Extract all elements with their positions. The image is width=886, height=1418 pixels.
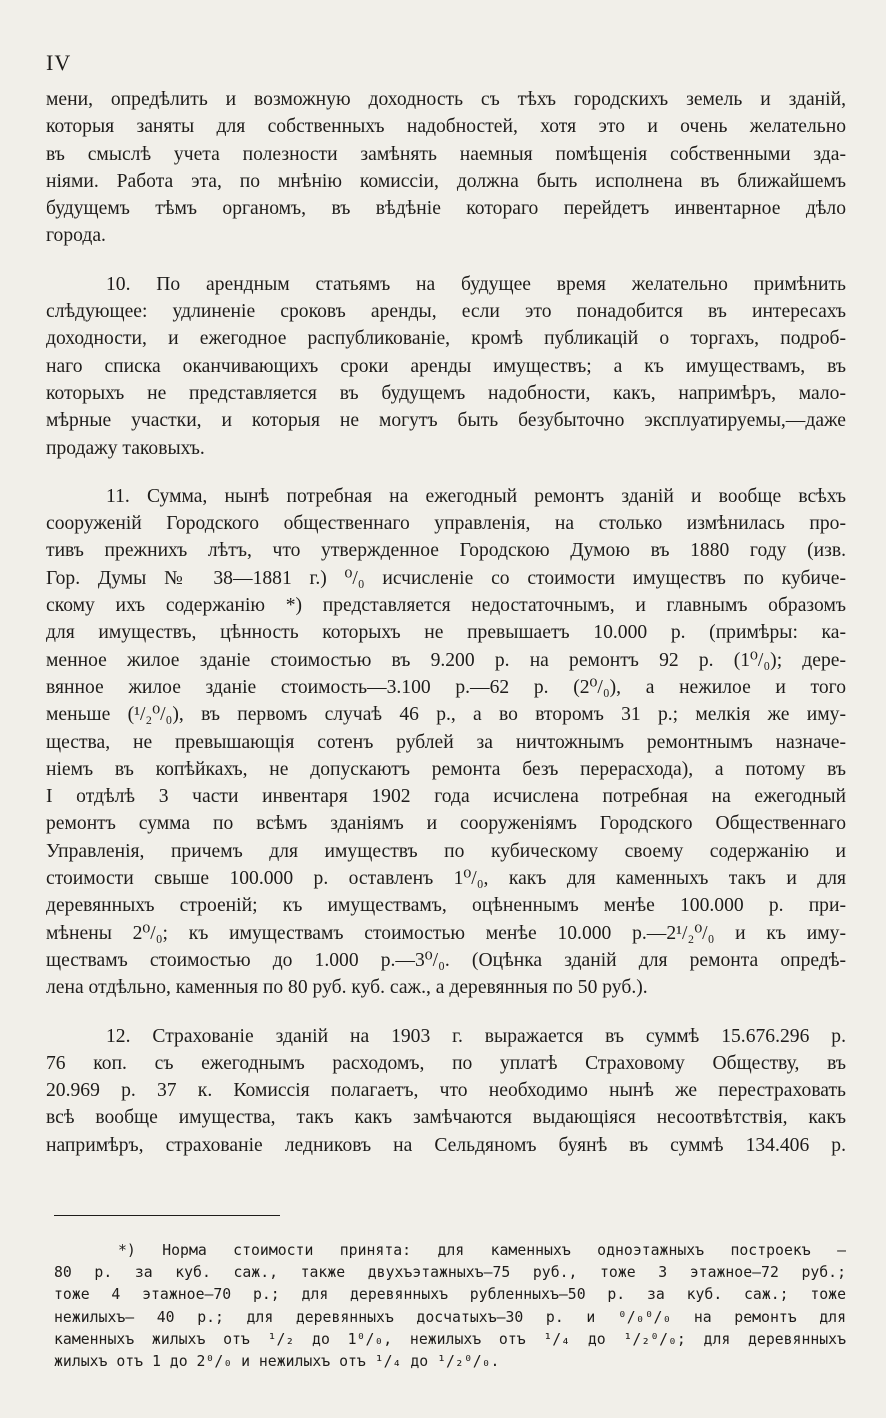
text-line: продажу таковыхъ. — [46, 437, 205, 459]
text-line: I отдѣлѣ 3 части инвентаря 1902 года исчислена потребная на ежегодный — [46, 786, 846, 808]
text-line: доходности, и ежегодное распубликованіе, кромѣ публикацій о торгахъ, подроб- — [46, 328, 846, 350]
text-line: деревянныхъ строеній; къ имуществамъ, оцѣненнымъ менѣе 100.000 р. при- — [46, 895, 846, 917]
footnote-divider — [54, 1215, 280, 1216]
text-line: 76 коп. съ ежегоднымъ расходомъ, по уплатѣ Страховому Обществу, въ — [46, 1052, 846, 1074]
text-line: Гор. Думы № 38—1881 г.) ⁰/₀ исчисленіе со стоимости имуществъ по кубиче- — [46, 567, 846, 589]
footnote-line: тоже 4 этажное—70 р.; для деревянныхъ рубленныхъ—50 р. за куб. саж.; тоже — [54, 1286, 846, 1304]
text-line: наго списка оканчивающихъ сроки аренды имуществъ; а къ имуществамъ, въ — [46, 355, 846, 377]
paragraph-12 — [46, 1023, 846, 1159]
page-number: IV — [46, 50, 72, 75]
text-line: ществамъ стоимостью до 1.000 р.—3⁰/₀. (Оцѣнка зданій для ремонта опредѣ- — [46, 949, 846, 971]
text-line: которыя заняты для собственныхъ надобностей, хотя это и очень желательно — [46, 116, 846, 138]
text-line: Управленія, причемъ для имуществъ по кубическому своему содержанію и — [46, 840, 846, 862]
text-line: мѣнены 2⁰/₀; къ имуществамъ стоимостью менѣе 10.000 р.—2¹/₂⁰/₀ и къ иму- — [46, 922, 846, 944]
text-line: мѣрные участки, и которыя не могутъ быть безубыточно эксплуатируемы,—даже — [46, 410, 846, 432]
text-line: 10. По арендным статьямъ на будущее время желательно примѣнить — [106, 273, 846, 295]
text-line: ремонтъ сумма по всѣмъ зданіямъ и сооруженіямъ Городского Общественнаго — [46, 813, 846, 835]
paragraph-continuation — [46, 86, 846, 250]
footnote-line: нежилыхъ— 40 р.; для деревянныхъ досчатыхъ—30 р. и ⁰/₀⁰/₀ на ремонтъ для — [54, 1308, 846, 1326]
text-line: ніемъ въ копѣйкахъ, не допускаютъ ремонта безъ перерасхода), а потому въ — [46, 758, 846, 780]
body-text — [46, 86, 846, 1159]
text-line: менное жилое зданіе стоимостью въ 9.200 р. на ремонтъ 92 р. (1⁰/₀); дере- — [46, 649, 846, 671]
text-line: тивъ прежнихъ лѣтъ, что утвержденное Городскою Думою въ 1880 году (изв. — [46, 540, 846, 562]
footnote-line: жилыхъ отъ 1 до 2⁰/₀ и нежилыхъ отъ ¹/₄ до ¹/₂⁰/₀. — [54, 1352, 500, 1370]
text-line: для имуществъ, цѣнность которыхъ не превышаетъ 10.000 р. (примѣры: ка- — [46, 622, 846, 644]
text-line: скому ихъ содержанію *) представляется недостаточнымъ, и главнымъ образомъ — [46, 595, 846, 617]
text-line: 11. Сумма, нынѣ потребная на ежегодный ремонтъ зданій и вообще всѣхъ — [106, 485, 846, 507]
text-line: лена отдѣльно, каменныя по 80 руб. куб. саж., а деревянныя по 50 руб.). — [46, 977, 648, 999]
text-line: мени, опредѣлить и возможную доходность съ тѣхъ городскихъ земель и зданій, — [46, 89, 846, 110]
text-line: 12. Страхованіе зданій на 1903 г. выражается въ суммѣ 15.676.296 р. — [106, 1025, 846, 1047]
footnote — [54, 1240, 846, 1373]
footnote-line: 80 р. за куб. саж., также двухъэтажныхъ—75 руб., тоже 3 этажное—72 руб.; — [54, 1264, 846, 1282]
footnote-line: каменныхъ жилыхъ отъ ¹/₂ до 1⁰/₀, нежилыхъ отъ ¹/₄ до ¹/₂⁰/₀; для деревянныхъ — [54, 1330, 846, 1348]
text-line: 20.969 р. 37 к. Комиссія полагаетъ, что необходимо нынѣ же перестраховать — [46, 1080, 846, 1102]
text-line: которыхъ не представляется въ будущемъ надобности, какъ, напримѣръ, мало- — [46, 382, 846, 404]
text-line: въ смыслѣ учета полезности замѣнять наемныя помѣщенія собственными зда- — [46, 143, 846, 165]
paragraph-11 — [46, 483, 846, 1002]
paragraph-10 — [46, 271, 846, 462]
text-line: слѣдующее: удлиненіе сроковъ аренды, если это понадобится въ интересахъ — [46, 301, 846, 323]
text-line: стоимости свыше 100.000 р. оставленъ 1⁰/₀, какъ для каменныхъ такъ и для — [46, 868, 846, 890]
text-line: города. — [46, 225, 106, 247]
text-line: будущемъ тѣмъ органомъ, въ вѣдѣніе котораго перейдетъ инвентарное дѣло — [46, 198, 846, 220]
text-line: ніями. Работа эта, по мнѣнію комиссіи, должна быть исполнена въ ближайшемъ — [46, 170, 846, 192]
text-line: меньше (¹/₂⁰/₀), въ первомъ случаѣ 46 р., а во второмъ 31 р.; мелкія же иму- — [46, 704, 846, 726]
text-line: вянное жилое зданіе стоимость—3.100 р.—62 р. (2⁰/₀), а нежилое и того — [46, 676, 846, 698]
text-line: всѣ вообще имущества, такъ какъ замѣчаются выдающіяся несоотвѣтствія, какъ — [46, 1107, 846, 1129]
text-line: сооруженій Городского общественнаго управленія, на столько измѣнилась про- — [46, 513, 846, 535]
text-line: щества, не превышающія сотенъ рублей за ничтожнымъ ремонтнымъ назначе- — [46, 731, 846, 753]
text-line: напримѣръ, страхованіе ледниковъ на Сельдяномъ буянѣ въ суммѣ 134.406 р. — [46, 1134, 846, 1156]
footnote-line: *) Норма стоимости принята: для каменныхъ одноэтажныхъ построекъ — — [118, 1242, 846, 1259]
